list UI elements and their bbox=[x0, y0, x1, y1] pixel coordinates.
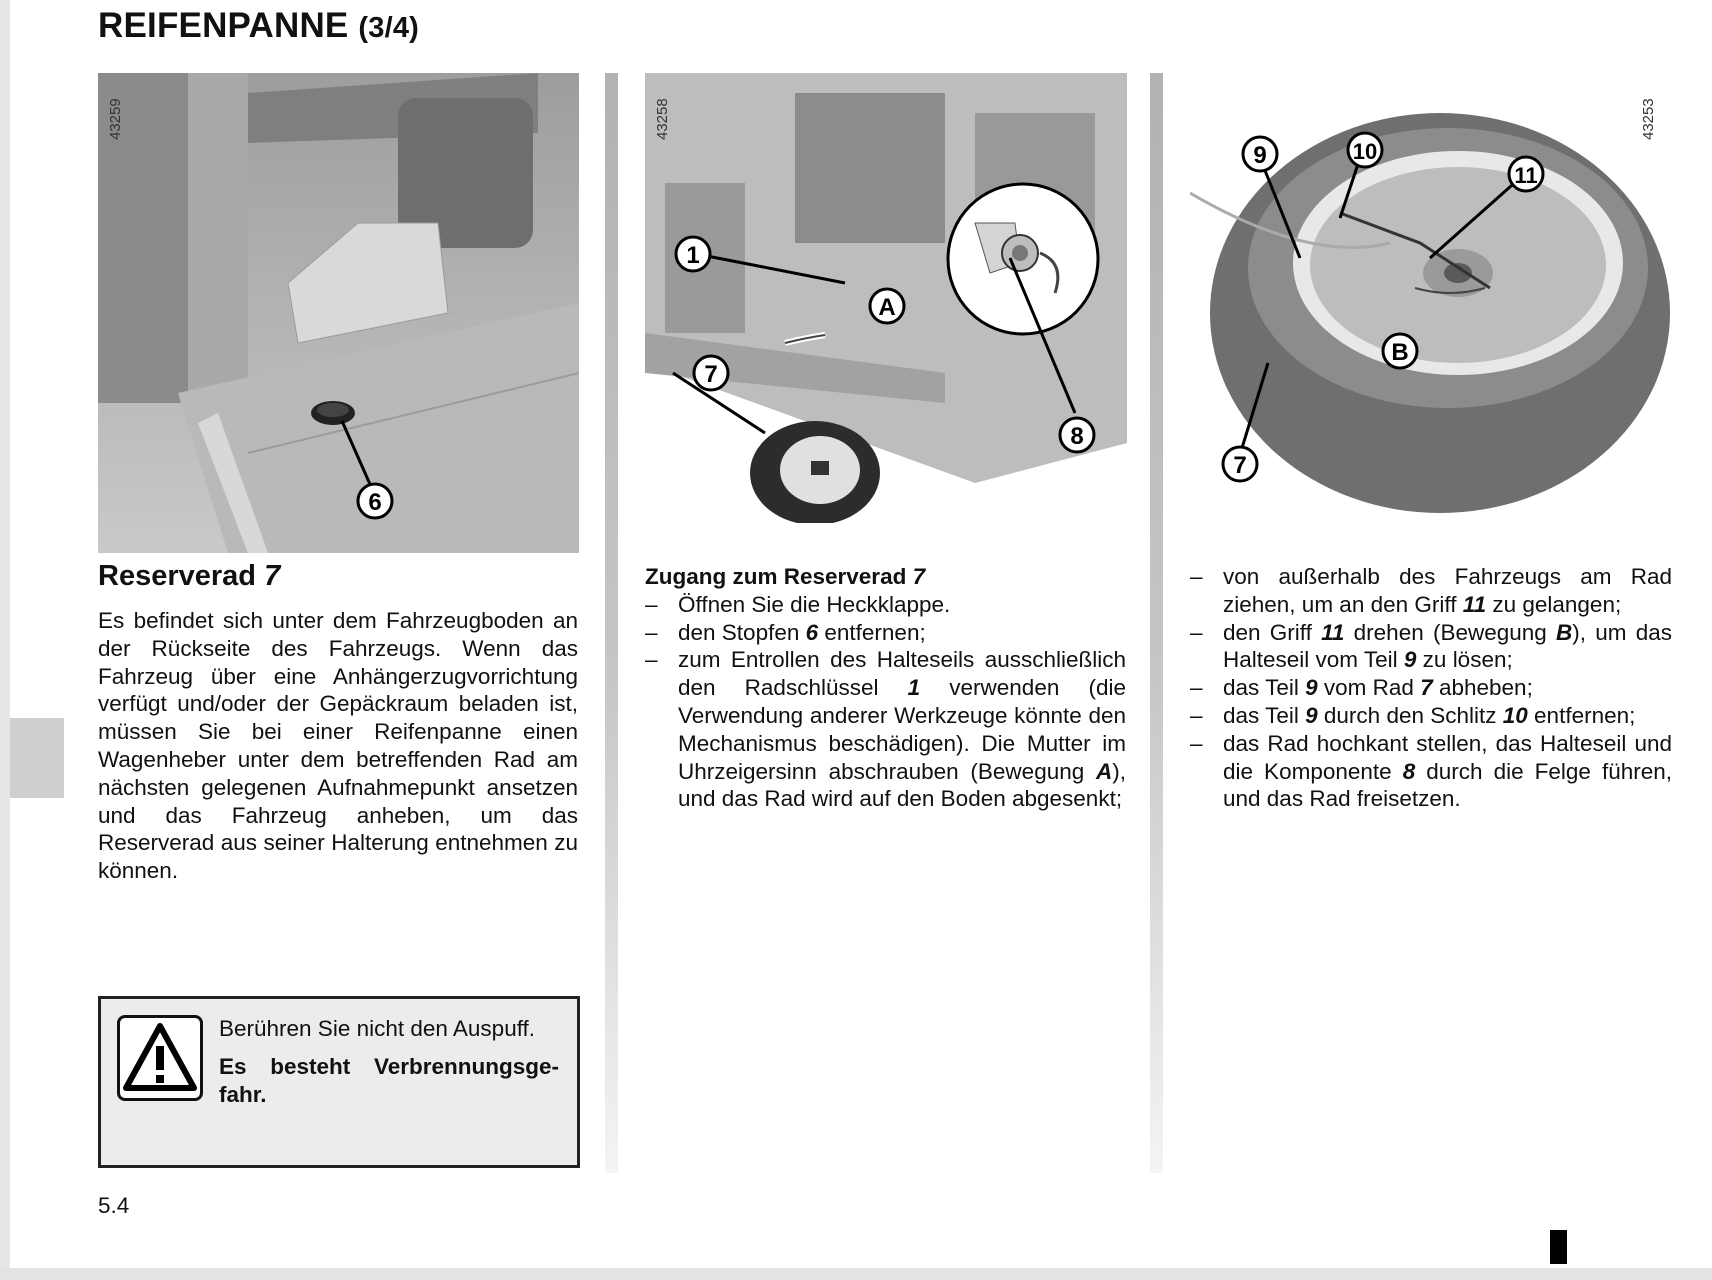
callout-6: 6 bbox=[368, 489, 382, 516]
chapter-tab bbox=[10, 718, 64, 798]
access-step-3-text-a: zum Entrollen des Halteseils ausschließlich den Radschlüssel bbox=[678, 647, 1126, 701]
access-step-2-text-b: entfernen; bbox=[818, 619, 926, 645]
removal-step-2-ref-1: 11 bbox=[1321, 619, 1345, 645]
access-step-2-ref: 6 bbox=[805, 619, 819, 645]
callout-b: B bbox=[1391, 339, 1409, 366]
callout-7: 7 bbox=[704, 361, 718, 388]
warning-message: Berühren Sie nicht den Auspuff. bbox=[219, 1016, 536, 1041]
figure-id-3: 43253 bbox=[1640, 98, 1657, 140]
warning-box bbox=[98, 996, 580, 1168]
cargo-floor-illustration bbox=[98, 73, 579, 553]
removal-step-3-text-c: abheben; bbox=[1432, 675, 1533, 701]
intro-paragraph: Es befindet sich unter dem Fahrzeugboden an der Rückseite des Fahrzeugs. Wenn das Fahrzeug über eine Anhängerzugvorrichtung verfügt und/oder der Gepäckraum beladen ist, müssen Sie bei einer Reifenpanne einen Wagenheber unter dem betreffenden Rad am nächsten gelegenen Aufnahmepunkt ansetzen und das Fahrzeug anheben, um das Reserverad aus seiner Halterung entnehmen zu können. bbox=[98, 608, 578, 884]
removal-step-2-text-a: den Griff bbox=[1223, 619, 1322, 645]
section-heading-ref: 7 bbox=[264, 560, 281, 592]
winch-illustration bbox=[645, 73, 1127, 523]
column-divider-2 bbox=[1150, 73, 1163, 1173]
middle-heading bbox=[645, 563, 1126, 591]
callout-a: A bbox=[878, 294, 896, 321]
callout-10: 10 bbox=[1352, 139, 1378, 164]
access-step-2-text-a: den Stopfen bbox=[678, 619, 806, 645]
callout-1: 1 bbox=[686, 242, 700, 269]
removal-step-4 bbox=[1190, 702, 1672, 730]
removal-step-1-ref: 11 bbox=[1462, 591, 1487, 617]
middle-heading-text: Zugang zum Reserverad bbox=[645, 564, 913, 589]
removal-step-3 bbox=[1190, 674, 1672, 702]
removal-step-2 bbox=[1190, 619, 1672, 675]
removal-step-1-text-a: von außerhalb des Fahrzeugs am Rad ziehen, um an den Griff bbox=[1223, 564, 1672, 617]
removal-step-5-text-b: durch die Felge führen, und das Rad freisetzen. bbox=[1223, 758, 1672, 812]
removal-step-2-ref-2: B bbox=[1556, 619, 1573, 645]
access-step-3-ref-2: A bbox=[1096, 758, 1113, 784]
access-step-1 bbox=[645, 591, 1126, 619]
access-step-3 bbox=[645, 646, 1126, 813]
removal-step-4-text-b: durch den Schlitz bbox=[1317, 702, 1503, 728]
page-number: 5.4 bbox=[98, 1193, 130, 1218]
removal-step-2-text-b: drehen (Bewegung bbox=[1344, 619, 1556, 645]
removal-step-4-ref-2: 10 bbox=[1502, 702, 1528, 728]
figure-id-2: 43258 bbox=[654, 98, 671, 140]
figure-spare-wheel-detail bbox=[1190, 73, 1674, 533]
callout-7b: 7 bbox=[1233, 452, 1247, 479]
warning-triangle-glyph bbox=[120, 1018, 200, 1098]
title-part: (3/4) bbox=[358, 12, 420, 44]
removal-step-5 bbox=[1190, 730, 1672, 813]
access-step-3-text-c: ), und das Rad wird auf den Boden abgesenkt; bbox=[678, 758, 1126, 812]
figure-spare-wheel-winch bbox=[645, 73, 1127, 523]
access-steps-list bbox=[645, 591, 1126, 813]
removal-step-4-ref-1: 9 bbox=[1305, 702, 1318, 728]
warning-emphasis: Es besteht Verbrennungsgefahr. bbox=[219, 1053, 559, 1107]
removal-steps-list bbox=[1190, 563, 1672, 813]
page-title bbox=[98, 6, 419, 46]
removal-step-3-text-b: vom Rad bbox=[1317, 675, 1421, 701]
page-bottom-edge bbox=[0, 1268, 1712, 1280]
callout-8: 8 bbox=[1070, 423, 1084, 450]
figure-cargo-floor bbox=[98, 73, 579, 553]
callout-11: 11 bbox=[1514, 163, 1538, 188]
middle-heading-ref: 7 bbox=[912, 564, 926, 589]
removal-step-3-ref-1: 9 bbox=[1305, 675, 1318, 701]
access-step-3-ref-1: 1 bbox=[907, 675, 921, 701]
callout-9: 9 bbox=[1253, 142, 1267, 169]
removal-step-2-text-c: ), um das Halteseil vom Teil bbox=[1223, 619, 1672, 673]
warning-triangle-icon bbox=[117, 1015, 203, 1101]
removal-step-3-ref-2: 7 bbox=[1420, 675, 1433, 701]
middle-column bbox=[645, 563, 1126, 813]
access-step-1-text: Öffnen Sie die Heckklappe. bbox=[678, 591, 951, 617]
removal-step-2-ref-3: 9 bbox=[1403, 647, 1417, 673]
wheel-illustration bbox=[1190, 73, 1674, 533]
removal-step-1-text-b: zu gelangen; bbox=[1486, 591, 1622, 617]
page-edge bbox=[0, 0, 10, 1280]
removal-step-5-ref: 8 bbox=[1402, 758, 1416, 784]
removal-step-1 bbox=[1190, 563, 1672, 619]
title-main: REIFENPANNE bbox=[98, 6, 349, 45]
figure-id-1: 43259 bbox=[107, 98, 124, 140]
removal-step-4-text-a: das Teil bbox=[1223, 702, 1306, 728]
section-end-marker bbox=[1550, 1230, 1567, 1264]
access-step-3-text-b: verwenden (die Verwendung anderer Werkzeuge könnte den Mechanismus beschädigen). Die Mutter im Uhrzeigersinn abschrauben (Bewegung bbox=[678, 675, 1126, 784]
removal-step-3-text-a: das Teil bbox=[1223, 675, 1306, 701]
section-heading-spare-wheel bbox=[98, 560, 280, 593]
section-heading-text: Reserverad bbox=[98, 560, 256, 592]
removal-step-2-text-d: zu lösen; bbox=[1416, 647, 1513, 673]
access-step-2 bbox=[645, 619, 1126, 647]
removal-step-5-text-a: das Rad hochkant stellen, das Halteseil und die Komponente bbox=[1223, 730, 1672, 784]
column-divider-1 bbox=[605, 73, 618, 1173]
removal-step-4-text-c: entfernen; bbox=[1527, 702, 1636, 728]
warning-text bbox=[219, 1015, 559, 1118]
right-column bbox=[1190, 563, 1672, 813]
